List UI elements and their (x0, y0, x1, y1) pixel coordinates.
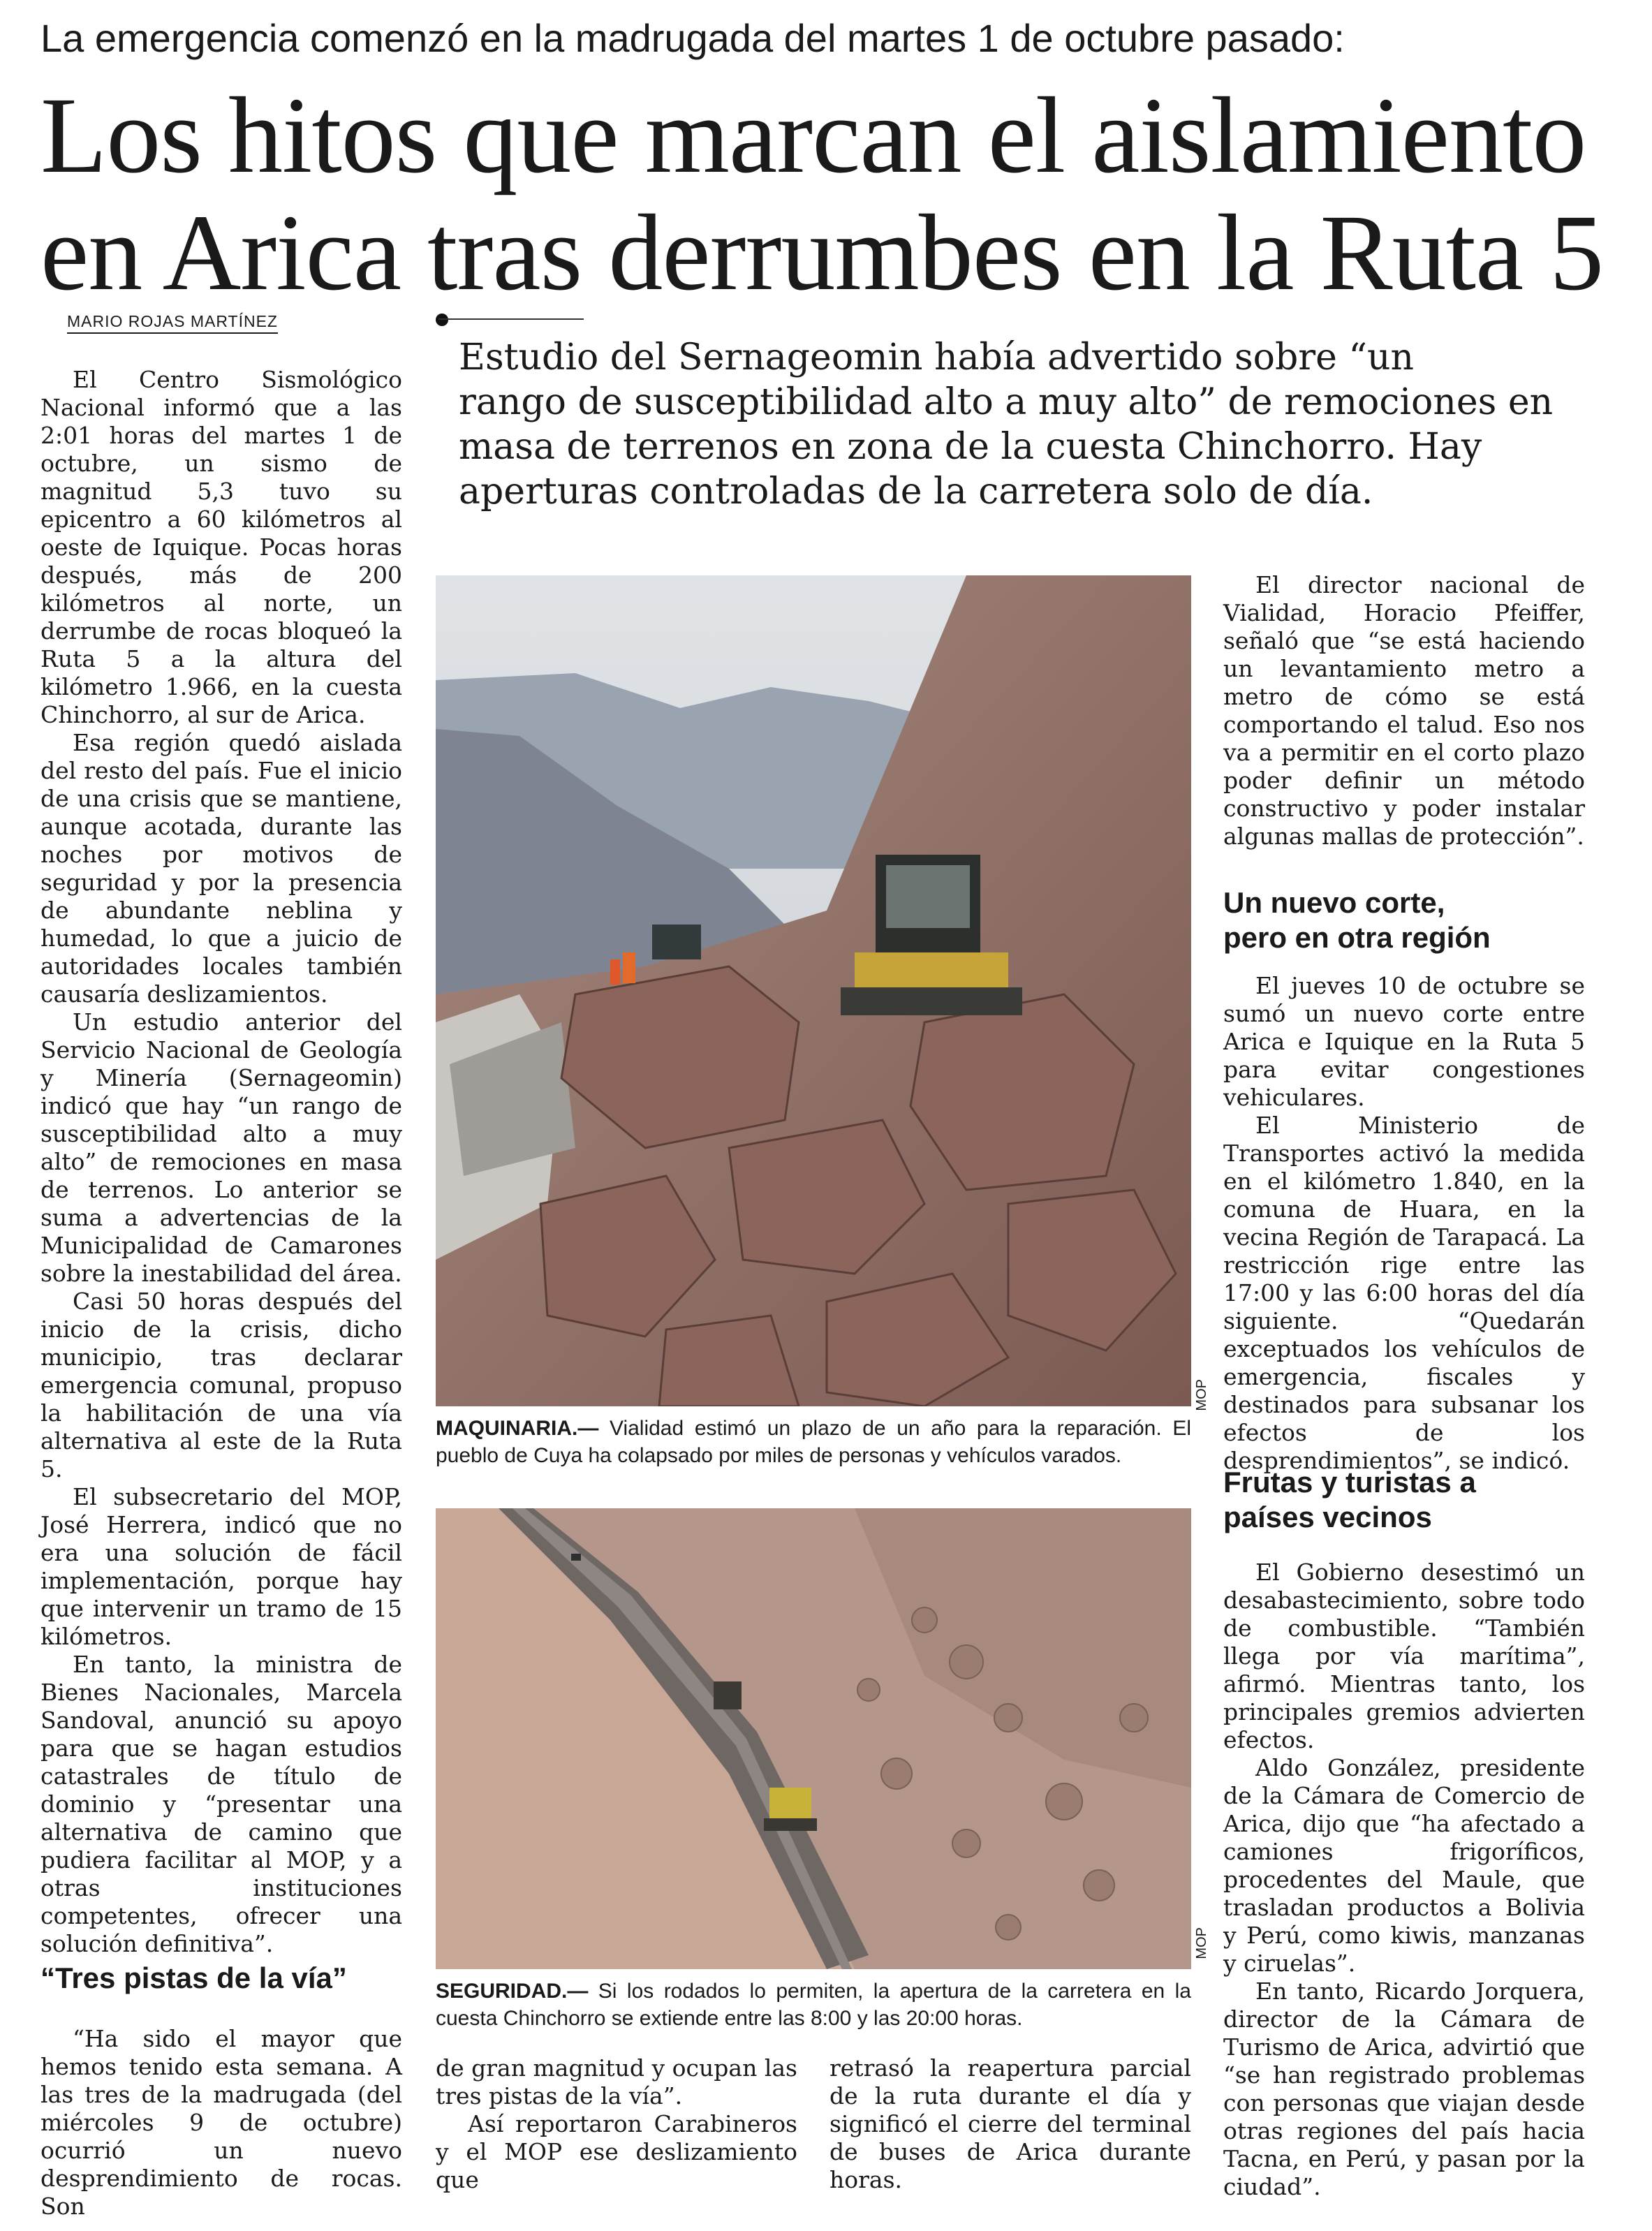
subhead-frutas-turistas (1223, 1465, 1476, 1535)
subhead-line: países vecinos (1223, 1501, 1432, 1533)
photo-seguridad-credit: MOP (1194, 1927, 1209, 1959)
body-paragraph: retrasó la reapertura parcial de la ruta durante el día y significó el cierre del terminal de buses de Arica durante horas. (829, 2054, 1191, 2193)
lead-rule (438, 318, 584, 320)
column-4-mid (1223, 972, 1585, 1475)
body-paragraph: Un estudio anterior del Servicio Nacional de Geología y Minería (Sernageomin) indicó que hay “un rango de susceptibilidad alto a muy alto” de remociones en masa de terrenos. Lo anterior se suma a advertencias de la Municipalidad de Camarones sobre la inestabilidad del área. (40, 1008, 402, 1287)
subhead-nuevo-corte (1223, 885, 1491, 955)
caption-label: SEGURIDAD.— (436, 1980, 589, 2003)
caption-text: Si los rodados lo permiten, la apertura de la carretera en la cuesta Chinchorro se extiende entre las 8:00 y las 20:00 horas. (436, 1980, 1191, 2030)
body-paragraph: El Gobierno desestimó un desabastecimiento, sobre todo de combustible. “También llega por vía marítima”, afirmó. Mientras tanto, los principales gremios advierten efectos. (1223, 1559, 1585, 1753)
photo-seguridad (436, 1508, 1191, 1969)
lead-line-3: masa de terrenos en zona de la cuesta Chinchorro. Hay (459, 426, 1482, 468)
body-paragraph: En tanto, Ricardo Jorquera, director de la Cámara de Turismo de Arica, advirtió que “se han registrado problemas con personas que viajan desde otras regiones del país hacia Tacna, en Perú, y pasan por la ciudad”. (1223, 1978, 1585, 2200)
lead-line-1: Estudio del Sernageomin había advertido sobre “un (459, 337, 1414, 378)
column-3 (829, 2054, 1191, 2194)
column-2 (436, 2054, 797, 2194)
body-paragraph: El subsecretario del MOP, José Herrera, indicó que no era una solución de fácil implementación, porque hay que intervenir un tramo de 15 kilómetros. (40, 1483, 402, 1650)
lead-line-2: rango de susceptibilidad alto a muy alto” de remociones en (459, 381, 1554, 423)
byline: MARIO ROJAS MARTÍNEZ (67, 312, 278, 334)
headline-line-1: Los hitos que marcan el aislamiento (40, 75, 1586, 196)
body-paragraph: Así reportaron Carabineros y el MOP ese deslizamiento que (436, 2110, 797, 2193)
subhead-tres-pistas: “Tres pistas de la vía” (40, 1961, 347, 1994)
body-paragraph: El Centro Sismológico Nacional informó que a las 2:01 horas del martes 1 de octubre, un sismo de magnitud 5,3 tuvo su epicentro a 60 kilómetros al oeste de Iquique. Pocas horas después, más de 200 kilómetros al norte, un derrumbe de rocas bloqueó la Ruta 5 a la altura del kilómetro 1.966, en la cuesta Chinchorro, al sur de Arica. (40, 366, 402, 728)
photo-maquinaria-caption (436, 1415, 1191, 1469)
subhead-line: pero en otra región (1223, 921, 1491, 954)
caption-text: Vialidad estimó un plazo de un año para la reparación. El pueblo de Cuya ha colapsado por miles de personas y vehículos varados. (436, 1417, 1191, 1467)
body-paragraph: de gran magnitud y ocupan las tres pistas de la vía”. (436, 2054, 797, 2109)
body-paragraph: El Ministerio de Transportes activó la medida en el kilómetro 1.840, en la comuna de Huara, en la vecina Región de Tarapacá. La restricción rige entre las 17:00 y las 6:00 horas del día siguiente. “Quedarán exceptuados los vehículos de emergencia, fiscales y destinados para subsanar los efectos de los desprendimientos”, se indicó. (1223, 1112, 1585, 1474)
lead-paragraph (459, 335, 1554, 514)
photo-seguridad-caption (436, 1978, 1191, 2032)
body-paragraph: “Ha sido el mayor que hemos tenido esta semana. A las tres de la madrugada (del miércoles 9 de octubre) ocurrió un nuevo desprendimiento de rocas. Son (40, 2025, 402, 2220)
column-1 (40, 366, 402, 1958)
photo-maquinaria-image (436, 575, 1191, 1406)
body-paragraph: El director nacional de Vialidad, Horacio Pfeiffer, señaló que “se está haciendo un levantamiento metro a metro de cómo se está comportando el talud. Eso nos va a permitir en el corto plazo poder definir un método constructivo y poder instalar algunas mallas de protección”. (1223, 571, 1585, 850)
column-1-end (40, 2025, 402, 2221)
photo-maquinaria-credit: MOP (1194, 1379, 1209, 1411)
body-paragraph: Casi 50 horas después del inicio de la crisis, dicho municipio, tras declarar emergencia comunal, propuso la habilitación de una vía alternativa al este de la Ruta 5. (40, 1288, 402, 1482)
subhead-line: Frutas y turistas a (1223, 1466, 1476, 1499)
body-paragraph: En tanto, la ministra de Bienes Nacionales, Marcela Sandoval, anunció su apoyo para que se hagan estudios catastrales de título de dominio y “presentar una alternativa de camino que pudiera facilitar al MOP, y a otras instituciones competentes, ofrecer una solución definitiva”. (40, 1651, 402, 1957)
column-4-top (1223, 571, 1585, 851)
body-paragraph: Aldo González, presidente de la Cámara de Comercio de Arica, dijo que “ha afectado a camiones frigoríficos, procedentes del Maule, que trasladan productos a Bolivia y Perú, como kiwis, manzanas y ciruelas”. (1223, 1754, 1585, 1977)
lead-line-4: aperturas controladas de la carretera solo de día. (459, 471, 1373, 513)
headline-line-2: en Arica tras derrumbes en la Ruta 5 (40, 192, 1604, 313)
photo-maquinaria (436, 575, 1191, 1406)
column-4-bottom (1223, 1559, 1585, 2201)
photo-seguridad-image (436, 1508, 1191, 1969)
caption-label: MAQUINARIA.— (436, 1417, 599, 1440)
headline (40, 77, 1618, 311)
kicker: La emergencia comenzó en la madrugada del martes 1 de octubre pasado: (40, 16, 1345, 60)
subhead-line: Un nuevo corte, (1223, 886, 1445, 919)
lead-bullet-icon (436, 314, 448, 326)
body-paragraph: El jueves 10 de octubre se sumó un nuevo corte entre Arica e Iquique en la Ruta 5 para evitar congestiones vehiculares. (1223, 972, 1585, 1111)
body-paragraph: Esa región quedó aislada del resto del país. Fue el inicio de una crisis que se mantiene, aunque acotada, durante las noches por motivos de seguridad y por la presencia de abundante neblina y humedad, lo que a juicio de autoridades locales también causaría deslizamientos. (40, 729, 402, 1008)
